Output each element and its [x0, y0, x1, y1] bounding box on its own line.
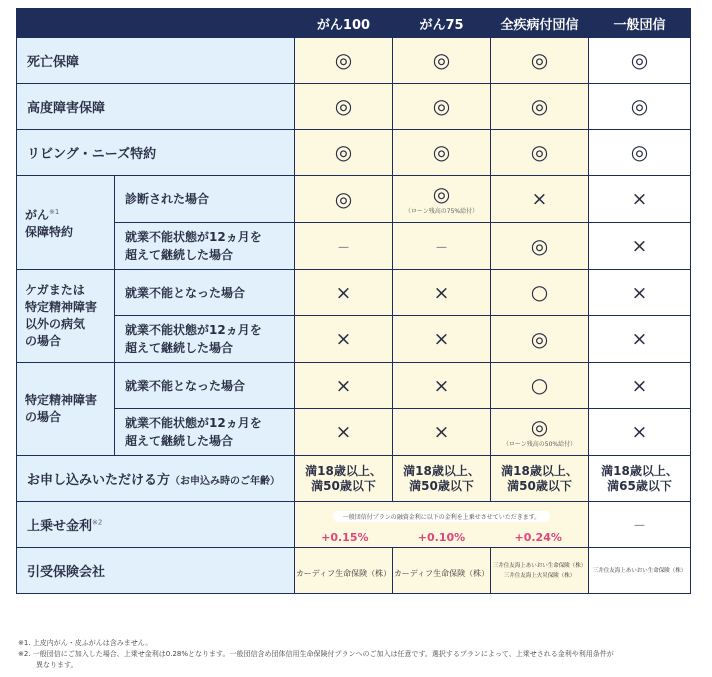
- double-circle-mark: ◎: [432, 140, 451, 164]
- col-header-gan75: がん75: [393, 9, 491, 38]
- cross-mark: ×: [631, 235, 648, 257]
- double-circle-mark: ◎: [630, 94, 649, 118]
- cross-mark: ×: [335, 328, 352, 350]
- insurer-name: 三井住友海上火災保険（株）: [503, 572, 576, 579]
- benefit-note-50: （ローン残高の50%給付）: [502, 440, 577, 448]
- cross-mark: ×: [335, 281, 352, 304]
- cross-mark: ×: [631, 421, 648, 443]
- row-insurer: [17, 548, 691, 594]
- group-label-injury: ケガまたは 特定精神障害 以外の病気 の場合: [17, 270, 115, 363]
- cross-mark: ×: [335, 374, 352, 397]
- cross-mark: ×: [631, 281, 648, 304]
- sub-label-diagnosed: 診断された場合: [115, 176, 295, 223]
- row-rate: [17, 502, 691, 548]
- row-label-death: 死亡保障: [17, 38, 295, 84]
- footnote-1: ※1. 上皮内がん・皮ふがんは含みません。: [18, 639, 153, 647]
- circle-mark: ○: [530, 280, 549, 304]
- circle-mark: ○: [530, 373, 549, 397]
- age-range: 満18歳以上、 満50歳以下: [305, 463, 382, 493]
- rate-value-zenshippei: +0.24%: [514, 531, 562, 544]
- double-circle-mark: ◎: [530, 233, 549, 258]
- dash-mark: －: [632, 519, 646, 534]
- footnote-2: ※2. 一般団信にご加入した場合、上乗せ金利は0.28%となります。一般団信含め団体信用生命保険付プランへのご加入は任意です。選択するプランによって、上乗せされる金利や利用条件が: [18, 650, 614, 658]
- row-cancer-diagnosed: [17, 176, 691, 223]
- benefit-note-75: （ローン残高の75%給付）: [404, 207, 479, 215]
- age-range: 満18歳以上、 満50歳以下: [403, 463, 480, 493]
- row-disability: [17, 84, 691, 130]
- cross-mark: ×: [335, 421, 352, 443]
- col-header-zenshippei: 全疾病付団信: [491, 9, 589, 38]
- insurer-name: 三井住友海上あいおい生命保険（株）: [592, 567, 687, 574]
- row-injury-unable12: [17, 316, 691, 363]
- col-header-ippan: 一般団信: [589, 9, 691, 38]
- header-row: [17, 9, 691, 38]
- row-label-insurer: 引受保険会社: [17, 548, 295, 594]
- dash-mark: －: [434, 240, 448, 256]
- row-mental-unable: [17, 363, 691, 409]
- row-cancer-unable12: [17, 223, 691, 270]
- double-circle-mark: ◎: [334, 186, 353, 211]
- double-circle-mark: ◎: [334, 48, 353, 72]
- cross-mark: ×: [433, 374, 450, 397]
- row-injury-unable: [17, 270, 691, 316]
- group-label-cancer: がん$^{※1}$ 保障特約: [17, 176, 115, 270]
- insurer-name: カーディフ生命保険（株）: [393, 569, 490, 578]
- row-death: [17, 38, 691, 84]
- double-circle-mark: ◎: [530, 48, 549, 72]
- sub-label-unable12: 就業不能状態が12ヵ月を 超えて継続した場合: [115, 223, 295, 270]
- rate-note: 一般団信付プランの融資金利に以下の金利を上乗せさせていただきます。: [333, 511, 551, 522]
- insurer-name: カーディフ生命保険（株）: [295, 569, 392, 578]
- row-mental-unable12: [17, 409, 691, 456]
- double-circle-mark: ◎: [432, 94, 451, 118]
- double-circle-mark: ◎: [334, 140, 353, 164]
- rate-cell: [295, 502, 589, 548]
- row-eligibility: [17, 456, 691, 502]
- double-circle-mark: ◎: [530, 94, 549, 118]
- double-circle-mark: ◎: [432, 48, 451, 72]
- cross-mark: ×: [433, 421, 450, 443]
- row-label-living-needs: リビング・ニーズ特約: [17, 130, 295, 176]
- cross-mark: ×: [631, 328, 648, 350]
- footnote-2-cont: 異なります。: [36, 661, 78, 669]
- double-circle-mark: ◎: [530, 140, 549, 164]
- double-circle-mark: ◎: [630, 48, 649, 72]
- sub-label-unable12: 就業不能状態が12ヵ月を 超えて継続した場合: [115, 409, 295, 456]
- cross-mark: ×: [631, 374, 648, 397]
- row-living-needs: [17, 130, 691, 176]
- cross-mark: ×: [531, 188, 548, 210]
- group-label-mental: 特定精神障害 の場合: [17, 363, 115, 456]
- double-circle-mark: ◎: [530, 326, 549, 351]
- rate-value-gan100: +0.15%: [321, 531, 369, 544]
- cross-mark: ×: [631, 188, 648, 210]
- double-circle-mark: ◎: [630, 140, 649, 164]
- sub-label-unable: 就業不能となった場合: [115, 363, 295, 409]
- cross-mark: ×: [433, 328, 450, 350]
- comparison-table: [16, 8, 691, 594]
- sub-label-unable12: 就業不能状態が12ヵ月を 超えて継続した場合: [115, 316, 295, 363]
- row-label-eligibility: お申し込みいただける方（お申込み時のご年齢）: [17, 456, 295, 502]
- age-range: 満18歳以上、 満50歳以下: [501, 463, 578, 493]
- header-blank: [17, 9, 295, 38]
- insurer-name: 三井住友海上あいおい生命保険（株）: [492, 562, 587, 569]
- double-circle-mark: ◎: [334, 94, 353, 118]
- double-circle-mark: ◎: [432, 181, 451, 206]
- row-label-disability: 高度障害保障: [17, 84, 295, 130]
- row-label-rate: 上乗せ金利$^{※2}$: [17, 502, 295, 548]
- col-header-gan100: がん100: [295, 9, 393, 38]
- double-circle-mark: ◎: [530, 414, 549, 439]
- dash-mark: －: [336, 240, 350, 256]
- age-range: 満18歳以上、 満65歳以下: [601, 463, 678, 493]
- rate-value-gan75: +0.10%: [417, 531, 466, 544]
- cross-mark: ×: [433, 281, 450, 304]
- sub-label-unable: 就業不能となった場合: [115, 270, 295, 316]
